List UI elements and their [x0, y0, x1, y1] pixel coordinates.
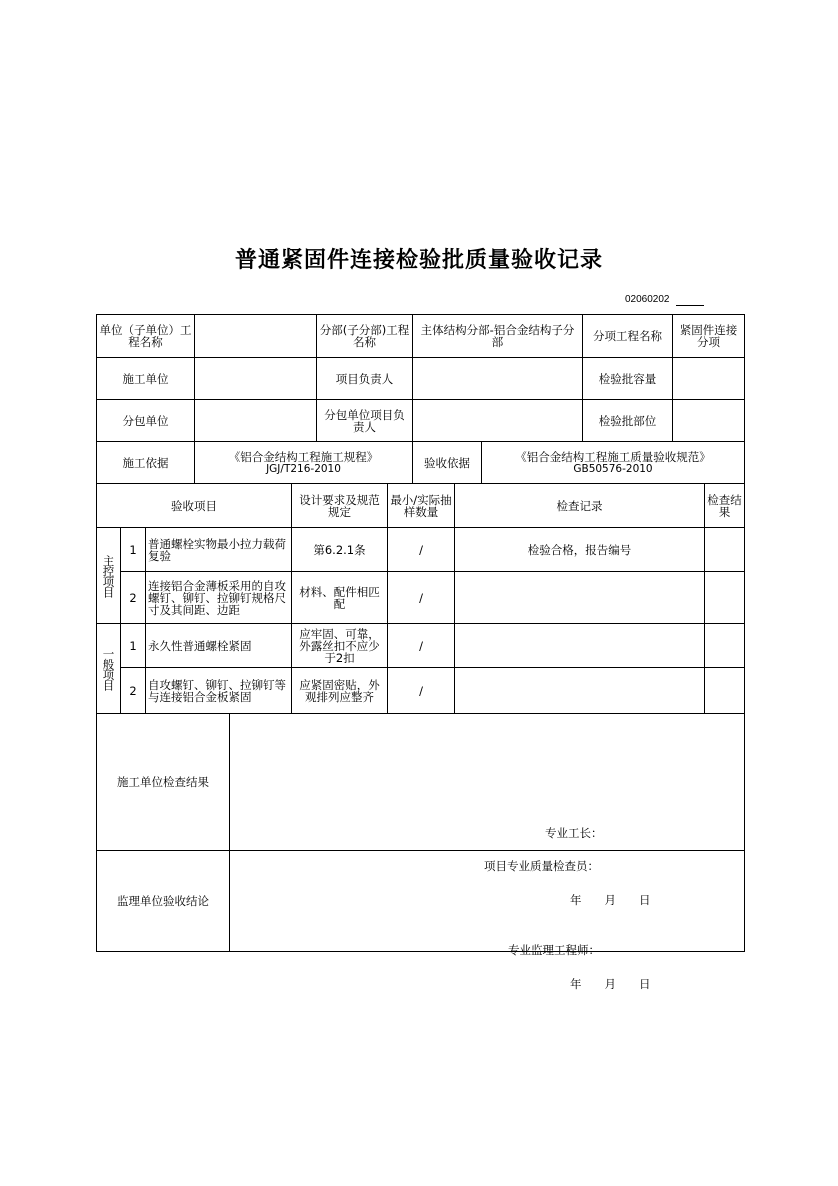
constructor-label: 施工单位	[97, 358, 195, 400]
acceptance-basis-name: 《铝合金结构工程施工质量验收规范》	[515, 449, 711, 464]
item-record[interactable]	[455, 668, 705, 714]
form-code: 02060202	[625, 294, 670, 305]
main-group-label: 主控项目	[101, 554, 116, 597]
item-no: 2	[121, 668, 146, 714]
code-underline	[676, 305, 704, 306]
supervision-date: 年 月 日	[570, 977, 651, 991]
item-record[interactable]: 检验合格，报告编号	[455, 528, 705, 572]
batch-capacity-label: 检验批容量	[583, 358, 673, 400]
engineer-label: 专业监理工程师：	[508, 943, 600, 957]
batch-part-label: 检验批部位	[583, 400, 673, 442]
items-table	[96, 483, 745, 714]
item-sampling[interactable]: /	[388, 572, 455, 624]
pm-value[interactable]	[413, 358, 583, 400]
item-design: 第6.2.1条	[292, 528, 388, 572]
design-header: 设计要求及规范规定	[292, 484, 388, 528]
item-no: 2	[121, 572, 146, 624]
item-result[interactable]	[705, 572, 745, 624]
item-result[interactable]	[705, 624, 745, 668]
table-row	[97, 624, 745, 668]
inspector-label: 项目专业质量检查员：	[484, 859, 599, 873]
table-row	[97, 668, 745, 714]
item-design: 材料、配件相匹配	[292, 572, 388, 624]
pm-label: 项目负责人	[317, 358, 413, 400]
foreman-label: 专业工长：	[545, 826, 603, 840]
acceptance-basis-label: 验收依据	[413, 442, 482, 484]
batch-part-value[interactable]	[673, 400, 745, 442]
sub-pm-label: 分包单位项目负责人	[317, 400, 413, 442]
table-row	[97, 528, 745, 572]
inspection-cell[interactable]	[230, 714, 745, 907]
signature-table	[96, 713, 745, 991]
acceptance-basis-value	[482, 442, 745, 484]
item-name: 永久性普通螺栓紧固	[146, 624, 292, 668]
subcontractor-value[interactable]	[195, 400, 317, 442]
construction-basis-label: 施工依据	[97, 442, 195, 484]
construction-basis-code: JGJ/T216-2010	[266, 462, 341, 475]
inspection-date: 年 月 日	[570, 893, 651, 907]
sampling-header: 最小/实际抽样数量	[388, 484, 455, 528]
subitem-value[interactable]: 紧固件连接分项	[673, 315, 745, 358]
item-name: 普通螺栓实物最小拉力载荷复验	[146, 528, 292, 572]
item-result[interactable]	[705, 528, 745, 572]
item-sampling[interactable]: /	[388, 668, 455, 714]
sub-pm-value[interactable]	[413, 400, 583, 442]
subcontractor-label: 分包单位	[97, 400, 195, 442]
item-header: 验收项目	[97, 484, 292, 528]
unit-label: 单位（子单位）工程名称	[97, 315, 195, 358]
item-name: 自攻螺钉、铆钉、拉铆钉等与连接铝合金板紧固	[146, 668, 292, 714]
item-no: 1	[121, 624, 146, 668]
table-row	[97, 572, 745, 624]
supervision-label: 监理单位验收结论	[97, 851, 230, 952]
acceptance-basis-code: GB50576-2010	[573, 462, 653, 475]
item-design: 应牢固、可靠，外露丝扣不应少于2扣	[292, 624, 388, 668]
item-no: 1	[121, 528, 146, 572]
item-sampling[interactable]: /	[388, 624, 455, 668]
item-record[interactable]	[455, 572, 705, 624]
division-label: 分部(子分部)工程名称	[317, 315, 413, 358]
division-value[interactable]: 主体结构分部-铝合金结构子分部	[413, 315, 583, 358]
batch-capacity-value[interactable]	[673, 358, 745, 400]
construction-basis-name: 《铝合金结构工程施工规程》	[228, 449, 379, 464]
result-header: 检查结果	[705, 484, 745, 528]
info-table	[96, 314, 745, 484]
general-group-cell	[97, 624, 121, 714]
general-group-label: 一般项目	[101, 647, 116, 690]
subitem-label: 分项工程名称	[583, 315, 673, 358]
construction-basis-value	[195, 442, 413, 484]
item-design: 应紧固密贴，外观排列应整齐	[292, 668, 388, 714]
item-record[interactable]	[455, 624, 705, 668]
item-result[interactable]	[705, 668, 745, 714]
main-group-cell	[97, 528, 121, 624]
page-title: 普通紧固件连接检验批质量验收记录	[234, 248, 603, 273]
item-name: 连接铝合金薄板采用的自攻螺钉、铆钉、拉铆钉规格尺寸及其间距、边距	[146, 572, 292, 624]
inspection-label: 施工单位检查结果	[97, 714, 230, 851]
item-sampling[interactable]: /	[388, 528, 455, 572]
constructor-value[interactable]	[195, 358, 317, 400]
unit-value[interactable]	[195, 315, 317, 358]
record-header: 检查记录	[455, 484, 705, 528]
